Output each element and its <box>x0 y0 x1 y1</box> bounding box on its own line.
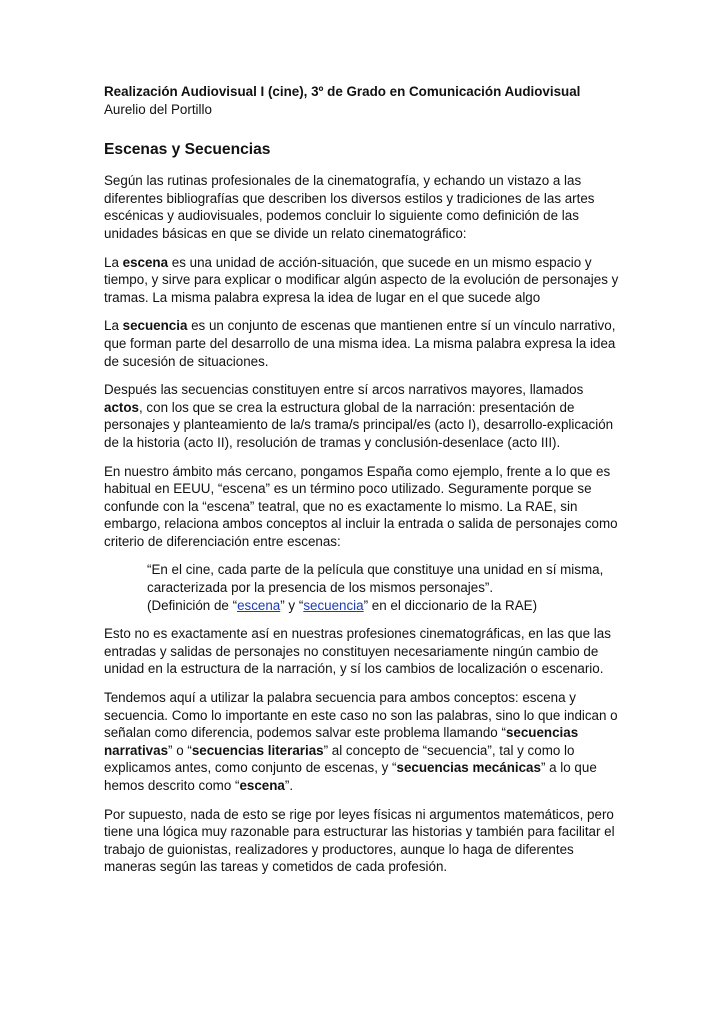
term-secuencias-narrativas: secuencias narrativas <box>104 725 579 758</box>
paragraph-intro: Según las rutinas profesionales de la cinematografía, y echando un vistazo a las diferentes bibliografías que describen los diversos estilos y tradiciones de las artes escénicas y audiovisuales, podemos concluir lo siguiente como definición de las unidades básicas en que se divide un relato cinematográfico: <box>104 173 595 241</box>
text-run: ” a lo que hemos descrito como “ <box>104 760 597 793</box>
term-secuencias-mecanicas: secuencias mecánicas <box>396 760 541 776</box>
term-escena-final: escena <box>239 778 285 793</box>
paragraph-espana: En nuestro ámbito más cercano, pongamos España como ejemplo, frente a lo que es habitual en EEUU, “escena” es un término poco utilizado. Seguramente porque se confunde con la “escena” teatral, que no es exactamente lo mismo. La RAE, sin embargo, relaciona ambos conceptos al incluir la entrada o salida de personajes como criterio de diferenciación entre escenas: <box>104 463 618 549</box>
section-heading: Escenas y Secuencias <box>104 141 271 159</box>
text-run: , con los que se crea la estructura global de la narración: presentación de personajes y planteamiento de la/s trama/s principal/es (acto I), desarrollo-explicación de la historia (acto II), resolución de tramas y conclusión-desenlace (acto III). <box>104 399 614 450</box>
text-run: ” al concepto de “secuencia”, tal y como lo explicamos antes, como conjunto de escenas, y “ <box>104 742 575 776</box>
quote-citation <box>147 597 624 615</box>
text-run: ”. <box>284 778 294 793</box>
text-run: (Definición de “ <box>147 597 238 613</box>
author-name: Aurelio del Portillo <box>104 101 212 117</box>
term-actos: actos <box>104 399 139 415</box>
link-escena[interactable]: escena <box>237 597 281 613</box>
text-run: ” o “ <box>168 742 192 758</box>
term-secuencia: secuencia <box>122 318 188 334</box>
text-run: La <box>104 254 123 270</box>
document-page <box>104 83 624 887</box>
quote-text: “En el cine, cada parte de la película que constituye una unidad en sí misma, caracterizada por la presencia de los mismos personajes”. <box>147 562 604 596</box>
paragraph-escena <box>104 254 624 307</box>
text-run: Tendemos aquí a utilizar la palabra secuencia para ambos conceptos: escena y secuencia. Como lo importante en este caso no son las palabras, sino lo que indican o señalan como diferencia, podemos salvar este problema llamando “ <box>104 690 618 741</box>
paragraph-conclusion: Por supuesto, nada de esto se rige por leyes físicas ni argumentos matemáticos, pero tiene una lógica muy razonable para estructurar las historias y también para facilitar el trabajo de guionistas, realizadores y productores, aunque lo haga de diferentes maneras según las tareas y cometidos de cada profesión. <box>104 806 615 875</box>
paragraph-actos <box>104 381 624 451</box>
link-secuencia[interactable]: secuencia <box>303 597 364 613</box>
text-run: Después las secuencias constituyen entre sí arcos narrativos mayores, llamados <box>104 382 584 398</box>
paragraph-profesiones: Esto no es exactamente así en nuestras profesiones cinematográficas, en las que las entradas y salidas de personajes no constituyen necesariamente ningún cambio de unidad en la estructura de la narración, y sí los cambios de localización o escenario. <box>104 626 611 677</box>
text-run: es una unidad de acción-situación, que sucede en un mismo espacio y tiempo, y sirve para explicar o modificar algún aspecto de la evolución de personajes y tramas. La misma palabra expresa la idea de lugar en el que sucede algo <box>104 254 619 305</box>
term-escena: escena <box>122 254 169 270</box>
text-run: ” en el diccionario de la RAE) <box>363 597 538 613</box>
course-title: Realización Audiovisual I (cine), 3º de Grado en Comunicación Audiovisual <box>104 84 581 99</box>
term-secuencias-literarias: secuencias literarias <box>191 742 324 758</box>
paragraph-tendemos <box>104 689 624 795</box>
paragraph-secuencia <box>104 317 624 370</box>
text-run: La <box>104 318 123 334</box>
text-run: es un conjunto de escenas que mantienen entre sí un vínculo narrativo, que forman parte del desarrollo de una misma idea. La misma palabra expresa la idea de sucesión de situaciones. <box>104 318 616 369</box>
text-run: ” y “ <box>280 597 304 613</box>
rae-quote <box>147 561 624 614</box>
